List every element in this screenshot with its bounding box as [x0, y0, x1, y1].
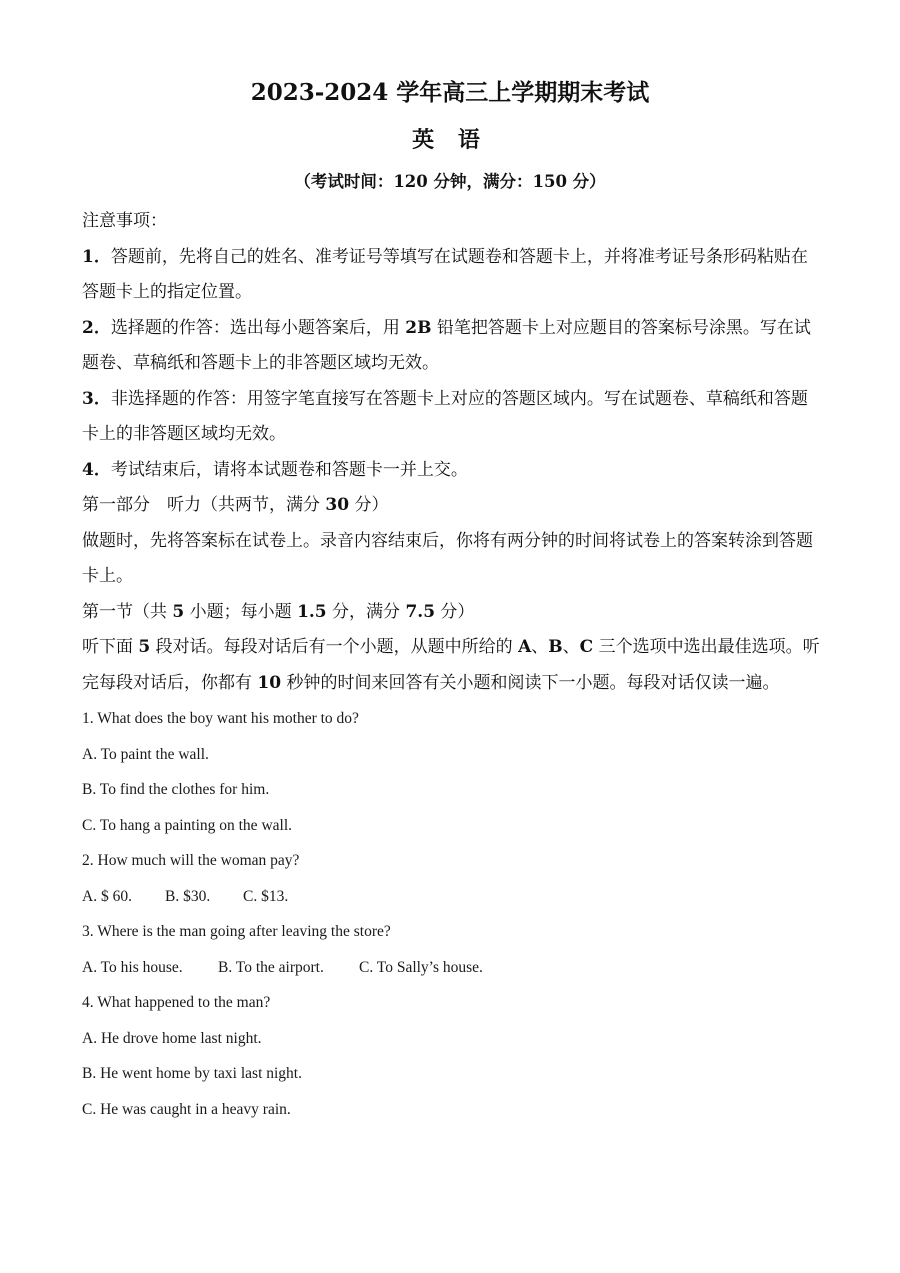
question-3-stem: 3. Where is the man going after leaving the store? — [82, 923, 391, 940]
subject-title: 英 语 — [412, 127, 488, 153]
note-item-3 — [82, 382, 822, 453]
question-3-option-b: B. To the airport. — [218, 958, 324, 976]
note-item-2-text: 2．选择题的作答：选出每小题答案后，用 2B 铅笔把答题卡上对应题目的答案标号涂黑。写在试题卷、草稿纸和答题卡上的非答题区域均无效。 — [82, 317, 811, 373]
question-2-options — [82, 879, 822, 915]
note-item-4-text: 4．考试结束后，请将本试题卷和答题卡一并上交。 — [82, 459, 468, 480]
note-item-3-text: 3．非选择题的作答：用签字笔直接写在答题卡上对应的答题区域内。写在试题卷、草稿纸和答题卡上的非答题区域均无效。 — [82, 388, 808, 444]
note-item-1 — [82, 240, 822, 311]
question-3-option-a: A. To his house. — [82, 958, 183, 976]
question-1-option-a: A. To paint the wall. — [82, 745, 209, 763]
section1-heading: 第一节（共 5 小题；每小题 1.5 分，满分 7.5 分） — [82, 601, 475, 622]
question-2-option-a: A. $ 60. — [82, 887, 132, 905]
question-1-option-b: B. To find the clothes for him. — [82, 781, 270, 798]
note-item-1-text: 1．答题前，先将自己的姓名、准考证号等填写在试题卷和答题卡上，并将准考证号条形码粘贴在答题卡上的指定位置。 — [82, 246, 808, 302]
question-2-option-b: B. $30. — [165, 887, 211, 905]
question-3-option-c: C. To Sally’s house. — [359, 958, 483, 976]
part1-instruction: 做题时，先将答案标在试卷上。录音内容结束后，你将有两分钟的时间将试卷上的答案转涂到答题卡上。 — [82, 530, 813, 586]
question-1-stem: 1. What does the boy want his mother to do? — [82, 710, 359, 727]
question-1-option-c: C. To hang a painting on the wall. — [82, 816, 292, 834]
exam-body — [82, 204, 822, 1127]
question-4-option-a: A. He drove home last night. — [82, 1029, 262, 1047]
note-item-2 — [82, 311, 822, 382]
page-title: 2023-2024 学年高三上学期期末考试 — [250, 79, 650, 106]
question-3-options — [82, 950, 822, 986]
exam-info: （考试时间：120 分钟，满分：150 分） — [294, 172, 606, 191]
question-2-stem: 2. How much will the woman pay? — [82, 852, 300, 869]
question-2-option-c: C. $13. — [243, 887, 289, 905]
question-4-stem: 4. What happened to the man? — [82, 994, 271, 1011]
question-4-option-b: B. He went home by taxi last night. — [82, 1065, 302, 1082]
part1-heading: 第一部分 听力（共两节，满分 30 分） — [82, 495, 389, 515]
notes-heading: 注意事项： — [82, 211, 167, 231]
section1-instruction: 听下面 5 段对话。每段对话后有一个小题，从题中所给的 A、B、C 三个选项中选出最佳选项。听完每段对话后，你都有 10 秒钟的时间来回答有关小题和阅读下一小题。每段对话仅读一遍。 — [82, 637, 820, 693]
question-4-option-c: C. He was caught in a heavy rain. — [82, 1100, 291, 1118]
note-item-4 — [82, 453, 822, 489]
